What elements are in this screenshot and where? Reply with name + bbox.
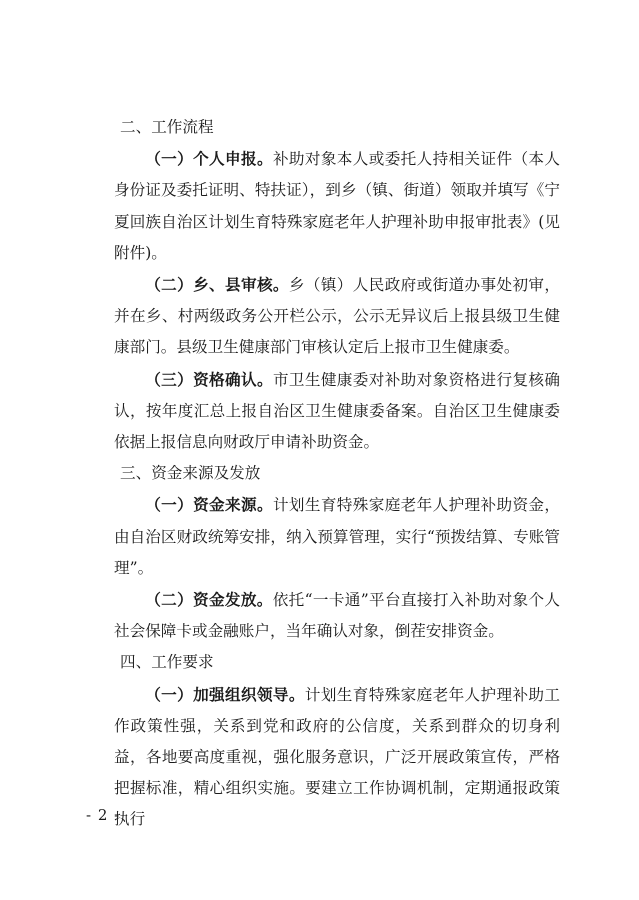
- paragraph-text: 依托“一卡通”平台直接打入补助对象个人社会保障卡或金融账户，当年确认对象，倒茬安排资金。: [114, 591, 560, 641]
- section-heading-requirements: 四、工作要求: [120, 653, 214, 672]
- paragraph-lead: （二）资金发放。: [145, 590, 273, 610]
- paragraph-text: 市卫生健康委对补助对象资格进行复核确认，按年度汇总上报自治区卫生健康委备案。自治区卫生健康委依据上报信息向财政厅申请补助资金。: [114, 370, 560, 452]
- section-heading-workflow: 二、工作流程: [120, 118, 214, 136]
- paragraph-lead: （一）加强组织领导。: [145, 684, 305, 704]
- paragraph-lead: （二）乡、县审核。: [145, 275, 289, 295]
- paragraph-funding-source: [114, 489, 560, 584]
- paragraph-qualification-confirmation: [114, 364, 560, 459]
- paragraph-text: 乡（镇）人民政府或街道办事处初审，并在乡、村两级政务公开栏公示，公示无异议后上报县级卫生健康部门。县级卫生健康部门审核认定后上报市卫生健康委。: [114, 276, 560, 357]
- paragraph-text: 补助对象本人或委托人持相关证件（本人身份证及委托证明、特扶证），到乡（镇、街道）领取并填写《宁夏回族自治区计划生育特殊家庭老年人护理补助申报审批表》(见附件)。: [114, 150, 560, 262]
- document-body: [114, 112, 560, 836]
- paragraph-township-county-review: [114, 269, 560, 364]
- paragraph-text: 计划生育特殊家庭老年人护理补助资金，由自治区财政统筹安排，纳入预算管理，实行“预拨结算、专账管理”。: [114, 496, 560, 577]
- page-number: - 2 -: [86, 806, 121, 824]
- paragraph-personal-application: [114, 143, 560, 269]
- paragraph-lead: （一）个人申报。: [145, 149, 273, 169]
- paragraph-lead: （一）资金来源。: [145, 495, 273, 515]
- paragraph-organization-leadership: [114, 679, 560, 836]
- paragraph-lead: （三）资格确认。: [145, 369, 273, 389]
- paragraph-funding-distribution: [114, 584, 560, 647]
- section-heading-funding: 三、资金来源及发放: [120, 464, 261, 483]
- paragraph-text: 计划生育特殊家庭老年人护理补助工作政策性强，关系到党和政府的公信度，关系到群众的切身利益，各地要高度重视，强化服务意识，广泛开展政策宣传，严格把握标准，精心组织实施。要建立工作协调机制，定期通报政策执行: [114, 685, 560, 829]
